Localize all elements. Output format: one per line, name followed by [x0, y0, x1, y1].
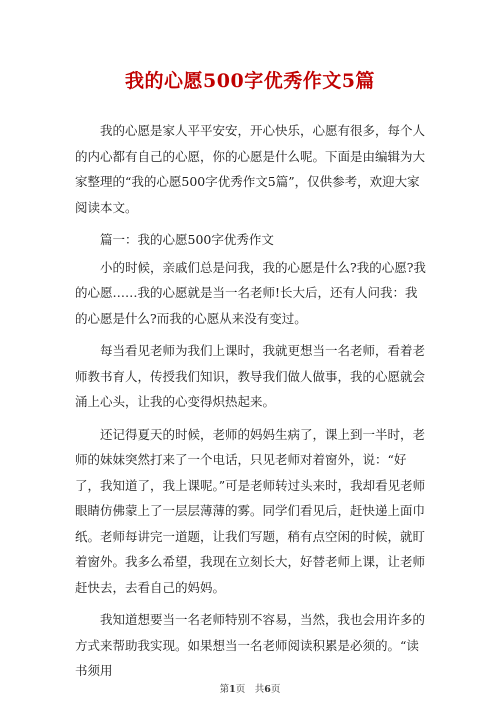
- page-suffix: 页: [270, 684, 281, 695]
- current-page-number: 1: [229, 684, 236, 695]
- body-paragraph: 我知道想要当一名老师特别不容易，当然，我也会用许多的方式来帮助我实现。如果想当一名老师阅读积累是必须的。“读书须用: [75, 612, 426, 678]
- intro-paragraph: 我的心愿是家人平平安安，开心快乐，心愿有很多，每个人的内心都有自己的心愿，你的心愿是什么呢。下面是由编辑为大家整理的“我的心愿500字优秀作文5篇”，仅供参考，欢迎大家阅读本文。: [75, 123, 426, 215]
- total-page-number: 6: [264, 684, 271, 695]
- page-footer: [0, 681, 500, 695]
- body-paragraph: 每当看见老师为我们上课时，我就更想当一名老师，看着老师教书育人，传授我们知识，教导我们做人做事，我的心愿就会涌上心头，让我的心变得炽热起来。: [75, 343, 426, 409]
- page-prefix: 第: [219, 684, 230, 695]
- document-title: 我的心愿500字优秀作文5篇: [125, 70, 375, 92]
- page-mid: 页 共: [235, 684, 265, 695]
- body-paragraph: 还记得夏天的时候，老师的妈妈生病了，课上到一半时，老师的妹妹突然打来了一个电话，只见老师对着窗外，说：“好了，我知道了，我上课呢。”可是老师转过头来时，我却看见老师眼睛仿佛蒙上了一层层薄薄的雾。同学们看见后，赶快递上面巾纸。老师每讲完一道题，让我们写题，稍有点空闲的时候，就盯着窗外。我多么希望，我现在立刻长大，好替老师上课，让老师赶快去，去看自己的妈妈。: [75, 426, 426, 595]
- section-heading: 篇一：我的心愿500字优秀作文: [100, 232, 274, 247]
- body-paragraph: 小的时候，亲戚们总是问我，我的心愿是什么?我的心愿?我的心愿……我的心愿就是当一名老师!长大后，还有人问我：我的心愿是什么?而我的心愿从来没有变过。: [75, 259, 426, 326]
- document-body: [75, 118, 427, 691]
